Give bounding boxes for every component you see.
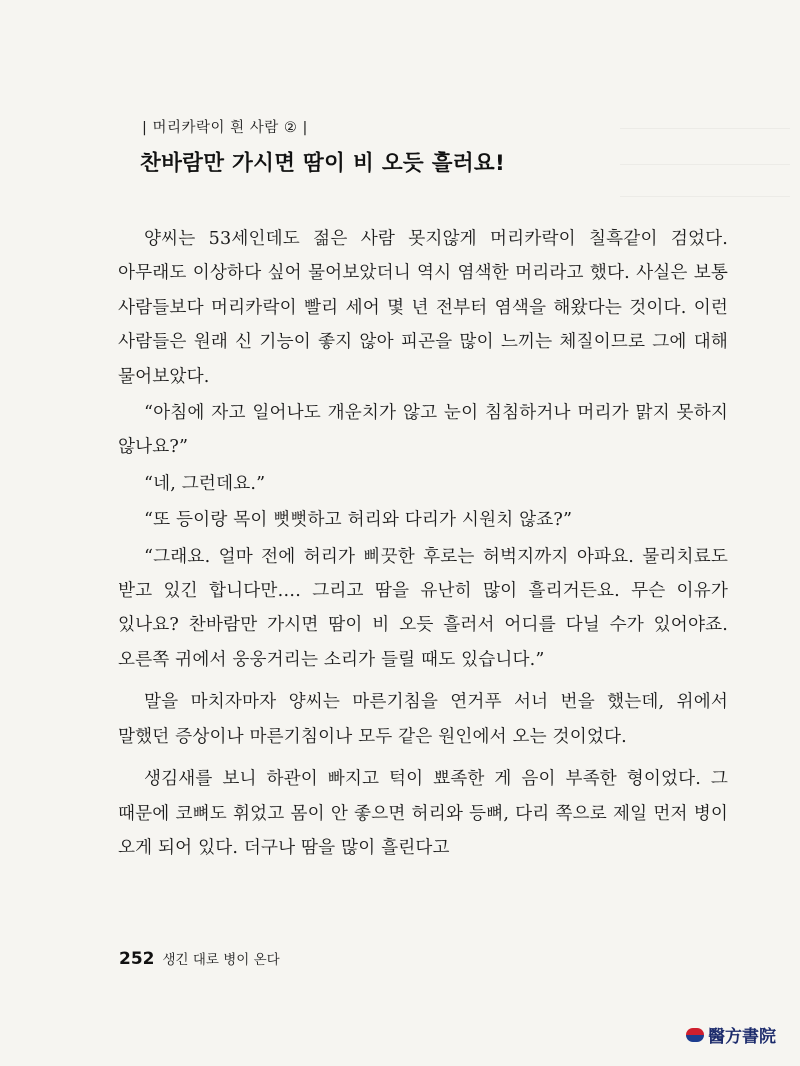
paragraph: 생김새를 보니 하관이 빠지고 턱이 뾰족한 게 음이 부족한 형이었다. 그 때문에 코뼈도 휘었고 몸이 안 좋으면 허리와 등뼈, 다리 쪽으로 제일 먼저 병이 오게 되어 있다. 더구나 땀을 많이 흘린다고 xyxy=(118,769,728,858)
bleed-through-line xyxy=(620,196,790,197)
running-title: 생긴 대로 병이 온다 xyxy=(162,952,280,968)
paragraph: 말을 마치자마자 양씨는 마른기침을 연거푸 서너 번을 했는데, 위에서 말했던 증상이나 마른기침이나 모두 같은 원인에서 오는 것이었다. xyxy=(118,692,728,747)
paragraph: “네, 그런데요.” xyxy=(144,473,266,494)
bleed-through-line xyxy=(620,164,790,165)
paragraph: “그래요. 얼마 전에 허리가 삐끗한 후로는 허벅지까지 아파요. 물리치료도 받고 있긴 합니다만…. 그리고 땀을 유난히 많이 흘리거든요. 무슨 이유가 있나요? 찬바람만 가시면 땀이 비 오듯 흘러서 어디를 다닐 수가 있어야죠. 오른쪽 귀에서 웅웅거리는 소리가 들릴 때도 있습니다.” xyxy=(118,546,728,670)
paragraph: 양씨는 53세인데도 젊은 사람 못지않게 머리카락이 칠흑같이 검었다. 아무래도 이상하다 싶어 물어보았더니 역시 염색한 머리라고 했다. 사실은 보통 사람들보다 머리카락이 빨리 세어 몇 년 전부터 염색을 해왔다는 것이다. 이런 사람들은 원래 신 기능이 좋지 않아 피곤을 많이 느끼는 체질이므로 그에 대해 물어보았다. xyxy=(118,229,728,387)
paragraph: “또 등이랑 목이 뻣뻣하고 허리와 다리가 시원치 않죠?” xyxy=(144,510,573,531)
publisher-mark xyxy=(686,1022,776,1047)
page-number: 252 xyxy=(119,949,155,969)
page-title: 찬바람만 가시면 땀이 비 오듯 흘러요! xyxy=(140,151,506,176)
publisher-logo-icon xyxy=(686,1028,704,1042)
publisher-name: 醫方書院 xyxy=(708,1027,776,1047)
paragraph: “아침에 자고 일어나도 개운치가 않고 눈이 침침하거나 머리가 맑지 못하지 않나요?” xyxy=(118,403,728,458)
bleed-through-line xyxy=(620,128,790,129)
page-footer xyxy=(119,948,280,969)
body-text xyxy=(118,222,728,867)
section-label: | 머리카락이 흰 사람 ② | xyxy=(142,120,308,136)
